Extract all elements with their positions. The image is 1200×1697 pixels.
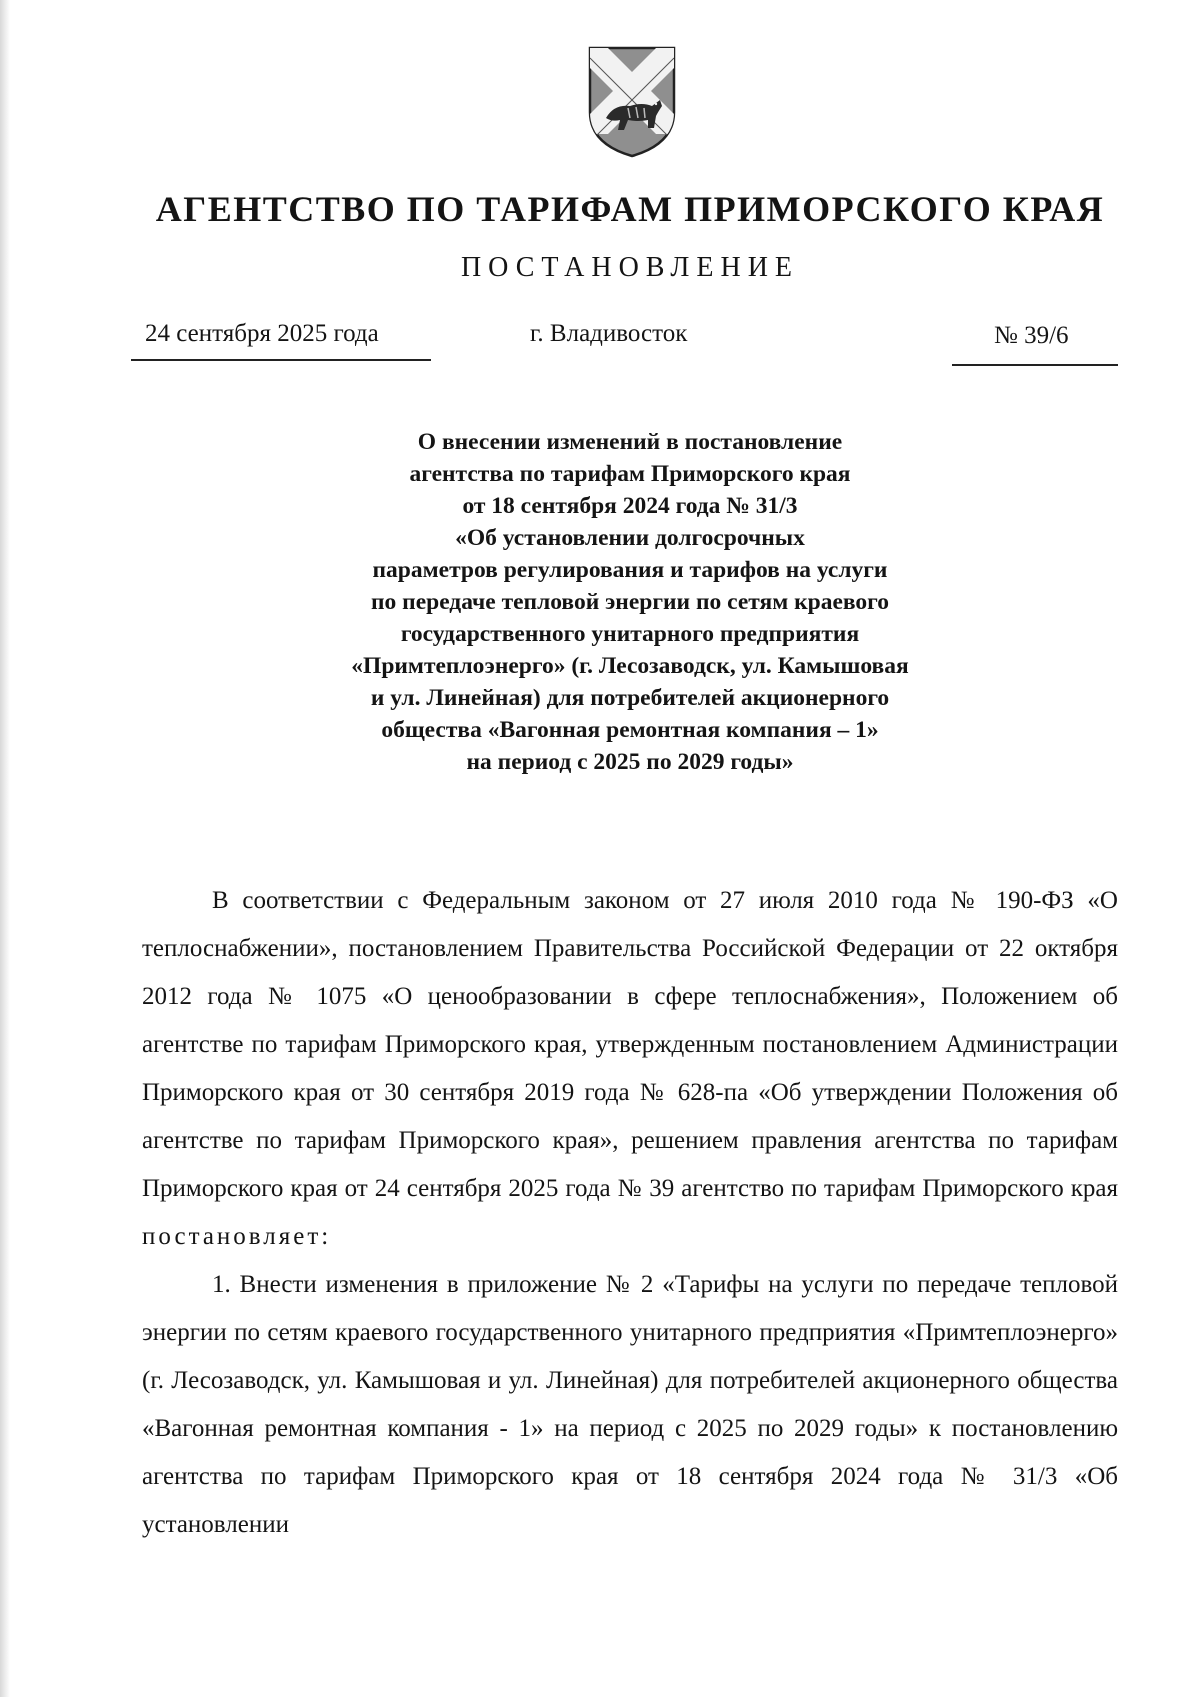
document-type: ПОСТАНОВЛЕНИЕ [460,252,800,283]
subject-line: и ул. Линейная) для потребителей акционерного [370,685,890,711]
subject-line: О внесении изменений в постановление [417,429,843,455]
subject-line: «Примтеплоэнерго» (г. Лесозаводск, ул. Камышовая [351,653,909,679]
preamble-text: В соответствии с Федеральным законом от 27 июля 2010 года № 190-ФЗ «О теплоснабжении», постановлением Правительства Российской Федерации от 22 октября 2012 года № 1075 «О ценообразовании в сфере теплоснабжения», Положением об агентстве по тарифам Приморского края, утвержденным постановлением Администрации Приморского края от 30 сентября 2019 года № 628-па «Об утверждении Положения об агентстве по тарифам Приморского края», решением правления агентства по тарифам Приморского края от 24 сентября 2025 года № 39 агентство по тарифам Приморского края [142,887,1118,1202]
subject-line: на период с 2025 по 2029 годы» [466,749,794,775]
agency-title: АГЕНТСТВО ПО ТАРИФАМ ПРИМОРСКОГО КРАЯ [155,189,1105,229]
number-underline [952,364,1118,366]
document-date: 24 сентября 2025 года [145,320,379,347]
primorsky-coat-of-arms-icon [582,42,682,160]
subject-line: общества «Вагонная ремонтная компания – 1» [381,717,879,743]
subject-line: по передаче тепловой энергии по сетям краевого [370,589,889,615]
subject-line: от 18 сентября 2024 года № 31/3 [462,493,798,519]
date-underline [131,359,431,361]
document-body [142,877,1118,1549]
document-number: № 39/6 [994,322,1069,349]
decree-word: постановляет: [142,1223,332,1250]
subject-line: «Об установлении долгосрочных [455,525,805,551]
subject-line: государственного унитарного предприятия [400,621,860,647]
subject-line: агентства по тарифам Приморского края [409,461,851,487]
subject-line: параметров регулирования и тарифов на услуги [372,557,888,583]
document-subject [200,426,1060,778]
document-city: г. Владивосток [530,320,688,347]
preamble-paragraph [142,877,1118,1261]
item-1-paragraph: 1. Внести изменения в приложение № 2 «Тарифы на услуги по передаче тепловой энергии по сетям краевого государственного унитарного предприятия «Примтеплоэнерго» (г. Лесозаводск, ул. Камышовая и ул. Линейная) для потребителей акционерного общества «Вагонная ремонтная компания - 1» на период с 2025 по 2029 годы» к постановлению агентства по тарифам Приморского края от 18 сентября 2024 года № 31/3 «Об установлении [142,1271,1118,1538]
